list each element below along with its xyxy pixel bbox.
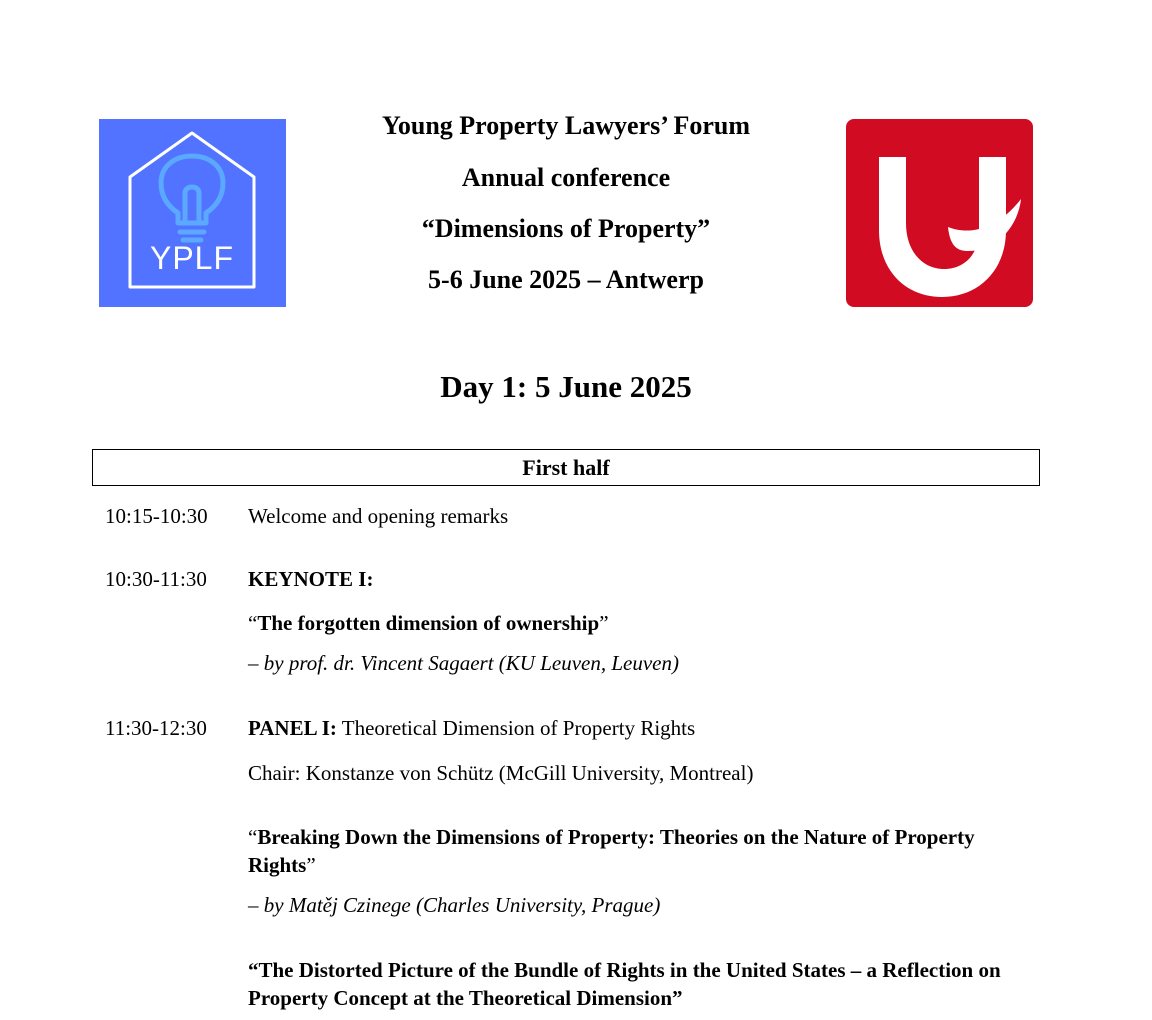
- conference-theme: “Dimensions of Property”: [421, 214, 711, 243]
- panel-talk-title: “The Distorted Picture of the Bundle of Rights in the United States – a Reflection on Property Concept at the Theoretical Dimension”: [248, 958, 1001, 1010]
- slot-time: 10:30-11:30: [105, 567, 207, 591]
- yplf-logo-background: [99, 119, 286, 307]
- keynote-talk-title: “The forgotten dimension of ownership”: [248, 611, 609, 635]
- forum-title: Young Property Lawyers’ Forum: [381, 111, 751, 140]
- yplf-logo-text: YPLF: [149, 240, 235, 276]
- slot-description: Welcome and opening remarks: [248, 504, 509, 528]
- panel-heading: PANEL I: Theoretical Dimension of Property Rights: [248, 716, 696, 740]
- slot-time: 10:15-10:30: [105, 504, 208, 528]
- panel-talk-speaker: – by Matěj Czinege (Charles University, Prague): [248, 893, 661, 917]
- conference-type: Annual conference: [461, 163, 671, 192]
- section-header: First half: [92, 449, 1040, 486]
- panel-chair: Chair: Konstanze von Schütz (McGill University, Montreal): [248, 761, 754, 785]
- panel-talk-title: “Breaking Down the Dimensions of Property: Theories on the Nature of Property Rights”: [248, 825, 975, 877]
- keynote-speaker: – by prof. dr. Vincent Sagaert (KU Leuven, Leuven): [248, 651, 679, 675]
- university-logo: [846, 119, 1033, 307]
- keynote-label: KEYNOTE I:: [248, 567, 374, 591]
- yplf-logo: [99, 119, 286, 307]
- slot-time: 11:30-12:30: [105, 716, 207, 740]
- conference-date-place: 5-6 June 2025 – Antwerp: [428, 265, 704, 294]
- day-heading: Day 1: 5 June 2025: [440, 369, 692, 404]
